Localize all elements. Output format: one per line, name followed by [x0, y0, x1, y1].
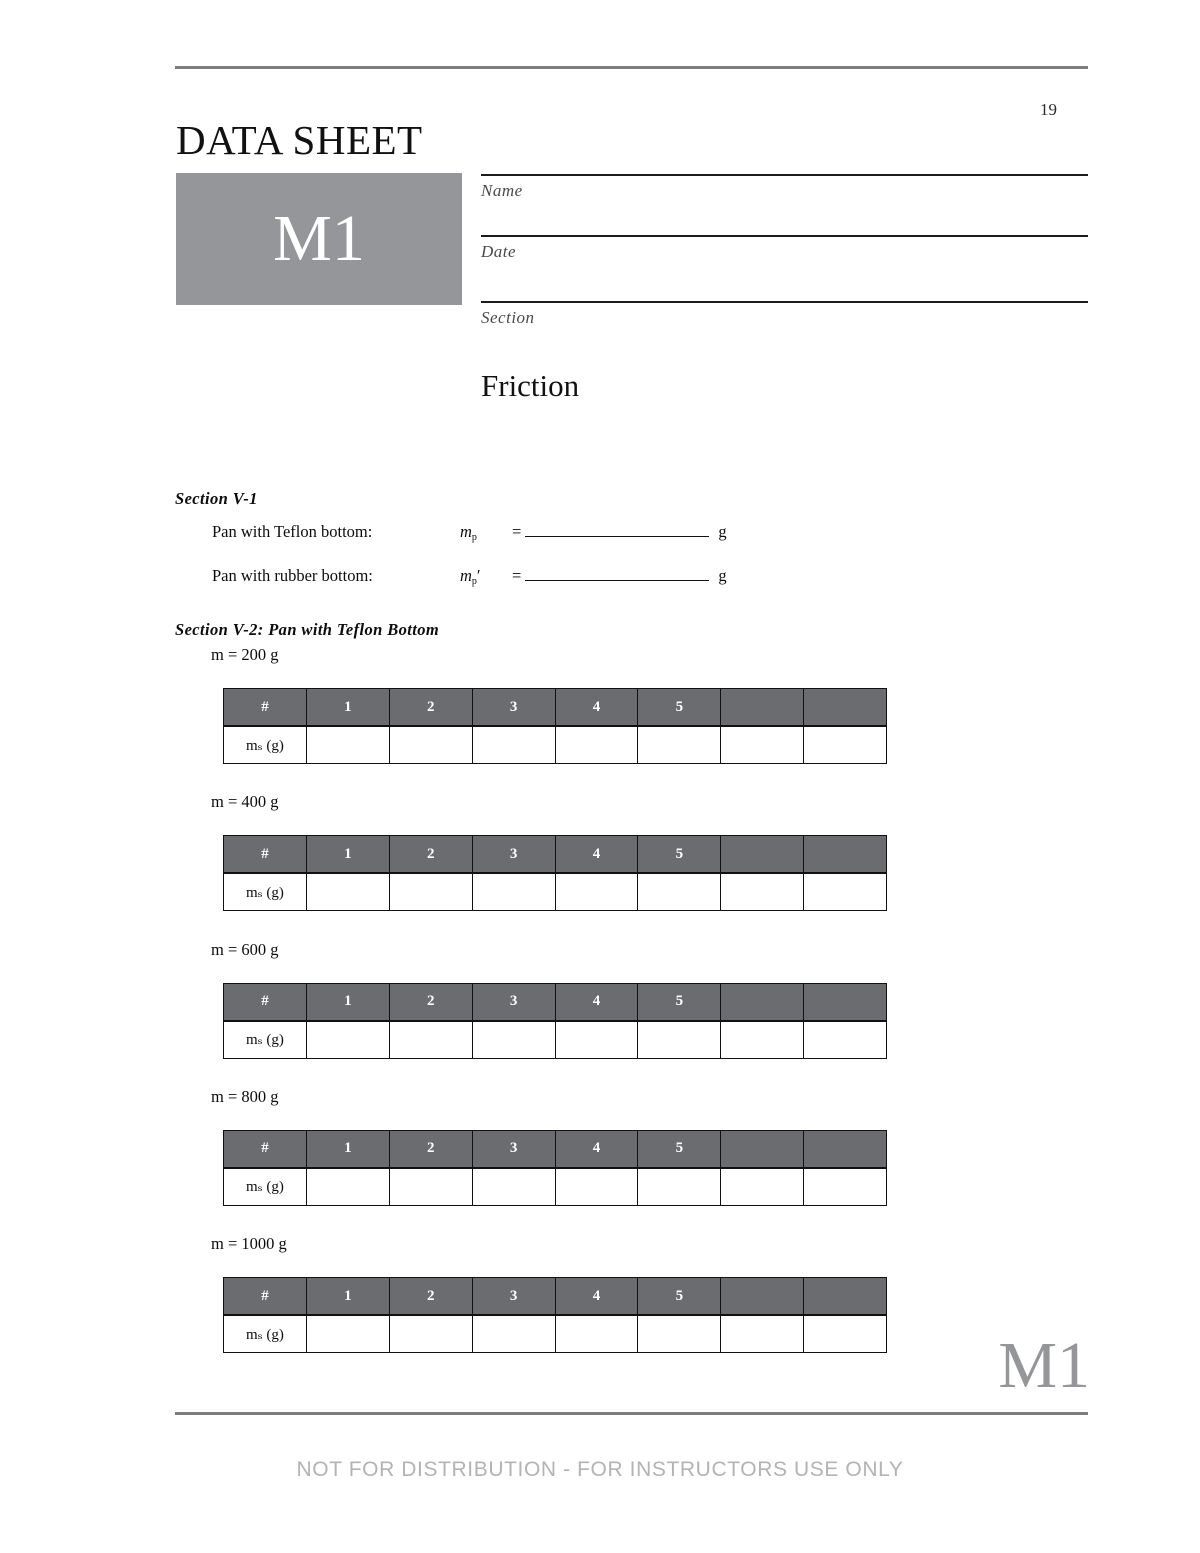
date-field[interactable] [481, 235, 1088, 262]
mass-label: m = 1000 g [211, 1234, 287, 1254]
data-entry-cell[interactable] [389, 1168, 472, 1206]
data-entry-cell[interactable] [306, 873, 389, 911]
column-header: 4 [555, 1278, 638, 1316]
data-entry-cell[interactable] [389, 1315, 472, 1353]
column-header: 2 [389, 1278, 472, 1316]
column-header: 1 [306, 689, 389, 727]
lab-code-label: M1 [273, 202, 365, 275]
column-header: 1 [306, 1130, 389, 1168]
column-header [721, 689, 804, 727]
table-header-row [224, 689, 887, 727]
table-header-row [224, 1130, 887, 1168]
measurement-symbol-subscript: p [471, 576, 477, 587]
table-row [224, 873, 887, 911]
column-header: 2 [389, 836, 472, 874]
data-entry-cell[interactable] [638, 726, 721, 764]
data-entry-cell[interactable] [804, 726, 887, 764]
table-row [224, 1168, 887, 1206]
measurement-symbol [460, 566, 512, 586]
column-header: 3 [472, 983, 555, 1021]
table-header-row [224, 983, 887, 1021]
column-header: # [224, 689, 307, 727]
column-header: 3 [472, 1130, 555, 1168]
data-entry-cell[interactable] [306, 726, 389, 764]
data-entry-cell[interactable] [638, 1315, 721, 1353]
column-header: 4 [555, 983, 638, 1021]
data-table [223, 688, 887, 764]
measurement-blank-input[interactable] [525, 521, 709, 537]
measurement-symbol-base: m [460, 522, 472, 541]
footer-notice: NOT FOR DISTRIBUTION - FOR INSTRUCTORS USE ONLY [296, 1458, 904, 1481]
measurement-unit: g [718, 522, 727, 541]
measurement-unit: g [718, 566, 727, 585]
column-header: 2 [389, 689, 472, 727]
date-field-rule [481, 235, 1088, 237]
table-row [224, 1021, 887, 1059]
data-entry-cell[interactable] [472, 1021, 555, 1059]
name-field[interactable] [481, 174, 1088, 201]
data-entry-cell[interactable] [555, 726, 638, 764]
section-field-label: Section [481, 308, 535, 327]
column-header: 4 [555, 689, 638, 727]
data-entry-cell[interactable] [389, 726, 472, 764]
measurement-row-teflon-pan [212, 521, 727, 542]
data-entry-cell[interactable] [721, 873, 804, 911]
data-table [223, 835, 887, 911]
data-entry-cell[interactable] [555, 873, 638, 911]
top-rule [175, 66, 1088, 69]
column-header: # [224, 1278, 307, 1316]
data-entry-cell[interactable] [389, 873, 472, 911]
column-header: # [224, 1130, 307, 1168]
column-header: # [224, 836, 307, 874]
data-table [223, 1130, 887, 1206]
data-entry-cell[interactable] [472, 726, 555, 764]
measurement-symbol-subscript: p [471, 532, 477, 543]
data-entry-cell[interactable] [804, 1168, 887, 1206]
data-entry-cell[interactable] [804, 873, 887, 911]
measurement-equals: = [512, 522, 522, 541]
section-v1-heading: Section V-1 [175, 489, 258, 508]
section-v2-heading: Section V-2: Pan with Teflon Bottom [175, 620, 440, 639]
column-header [721, 836, 804, 874]
data-entry-cell[interactable] [721, 1021, 804, 1059]
data-entry-cell[interactable] [306, 1168, 389, 1206]
column-header: 2 [389, 983, 472, 1021]
data-entry-cell[interactable] [389, 1021, 472, 1059]
mass-label: m = 600 g [211, 939, 279, 959]
column-header: 5 [638, 1278, 721, 1316]
row-label-cell: mₛ (g) [224, 873, 307, 911]
data-table [223, 1277, 887, 1353]
mass-label: m = 800 g [211, 1086, 279, 1106]
column-header: 3 [472, 836, 555, 874]
data-entry-cell[interactable] [472, 1315, 555, 1353]
data-entry-cell[interactable] [638, 1021, 721, 1059]
column-header [804, 836, 887, 874]
measurement-label: Pan with Teflon bottom: [212, 522, 373, 541]
column-header [804, 983, 887, 1021]
column-header: 1 [306, 1278, 389, 1316]
section-field-rule [481, 301, 1088, 303]
table-row [224, 1315, 887, 1353]
data-entry-cell[interactable] [472, 1168, 555, 1206]
measurement-blank-input[interactable] [525, 565, 709, 581]
data-entry-cell[interactable] [721, 1315, 804, 1353]
data-entry-cell[interactable] [555, 1168, 638, 1206]
bottom-rule [175, 1412, 1088, 1415]
column-header: 5 [638, 689, 721, 727]
column-header [804, 1130, 887, 1168]
section-field[interactable] [481, 301, 1088, 328]
page-number: 19 [1040, 100, 1057, 119]
column-header: 3 [472, 1278, 555, 1316]
data-entry-cell[interactable] [555, 1021, 638, 1059]
data-entry-cell[interactable] [804, 1021, 887, 1059]
column-header [721, 1130, 804, 1168]
row-label-cell: mₛ (g) [224, 726, 307, 764]
column-header: 5 [638, 1130, 721, 1168]
page-title: DATA SHEET [176, 117, 423, 163]
column-header: 4 [555, 836, 638, 874]
column-header: 3 [472, 689, 555, 727]
data-table [223, 983, 887, 1059]
measurement-row-rubber-pan [212, 565, 727, 586]
column-header [721, 983, 804, 1021]
date-field-label: Date [481, 242, 517, 261]
data-entry-cell[interactable] [306, 1315, 389, 1353]
measurement-label: Pan with rubber bottom: [212, 566, 373, 585]
table-header-row [224, 836, 887, 874]
mass-label: m = 400 g [211, 792, 279, 812]
data-entry-cell[interactable] [555, 1315, 638, 1353]
column-header [804, 1278, 887, 1316]
lab-code-badge [176, 173, 462, 305]
name-field-rule [481, 174, 1088, 176]
data-entry-cell[interactable] [306, 1021, 389, 1059]
measurement-equals: = [512, 566, 522, 585]
column-header: 1 [306, 836, 389, 874]
data-entry-cell[interactable] [638, 1168, 721, 1206]
data-entry-cell[interactable] [804, 1315, 887, 1353]
table-row [224, 726, 887, 764]
data-entry-cell[interactable] [638, 873, 721, 911]
column-header: 4 [555, 1130, 638, 1168]
data-entry-cell[interactable] [472, 873, 555, 911]
column-header: 1 [306, 983, 389, 1021]
name-field-label: Name [481, 181, 523, 200]
experiment-title: Friction [481, 368, 580, 403]
row-label-cell: mₛ (g) [224, 1021, 307, 1059]
column-header: 2 [389, 1130, 472, 1168]
column-header [721, 1278, 804, 1316]
column-header: 5 [638, 836, 721, 874]
mass-label: m = 200 g [211, 645, 279, 664]
measurement-symbol [460, 522, 512, 542]
column-header: 5 [638, 983, 721, 1021]
measurement-symbol-prime: ′ [476, 566, 481, 585]
row-label-cell: mₛ (g) [224, 1168, 307, 1206]
data-entry-cell[interactable] [721, 1168, 804, 1206]
row-label-cell: mₛ (g) [224, 1315, 307, 1353]
column-header: # [224, 983, 307, 1021]
data-entry-cell[interactable] [721, 726, 804, 764]
corner-lab-code: M1 [998, 1329, 1090, 1402]
measurement-symbol-base: m [460, 566, 472, 585]
column-header [804, 689, 887, 727]
table-header-row [224, 1278, 887, 1316]
